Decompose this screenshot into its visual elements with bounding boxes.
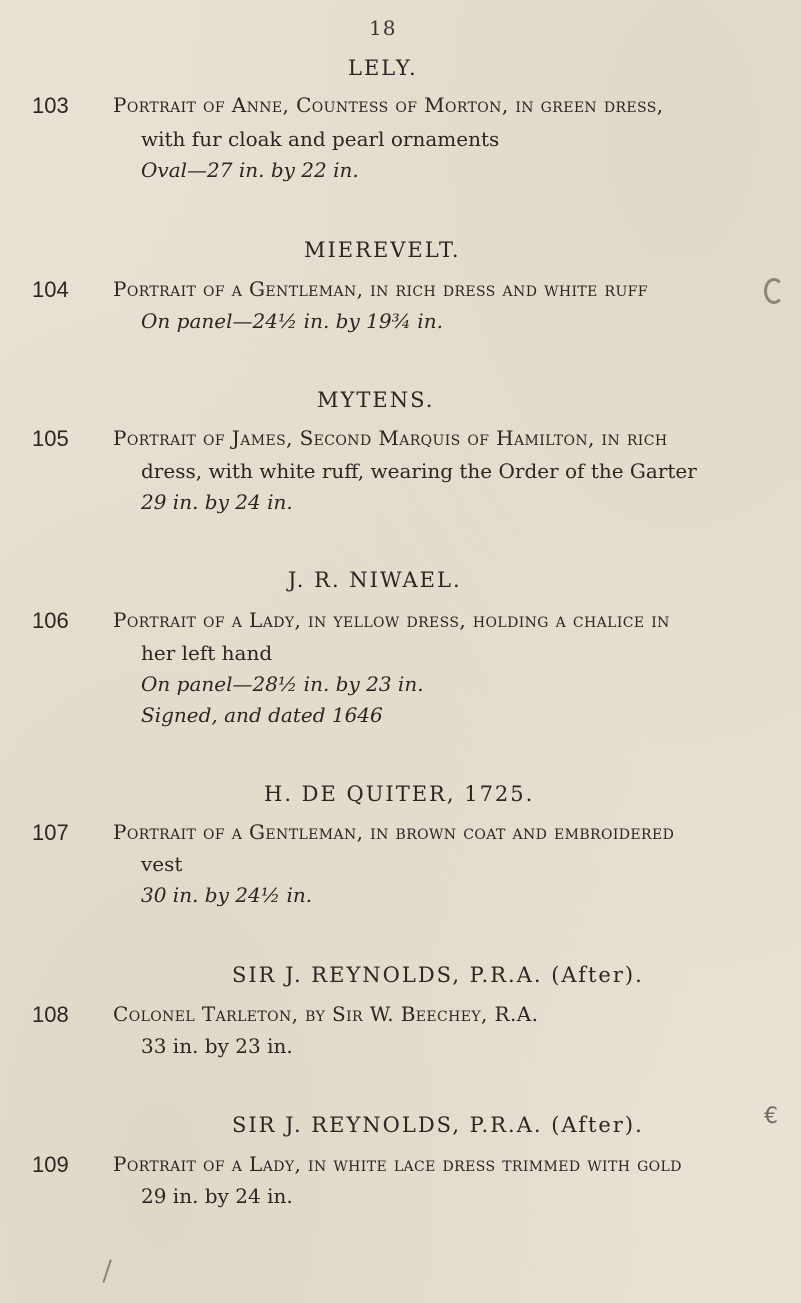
lot-number: 107 <box>32 820 69 845</box>
lot-signature: Signed, and dated 1646 <box>141 703 383 727</box>
bleed-through-mark: € <box>764 1104 778 1129</box>
lot-number: 109 <box>32 1152 69 1177</box>
lot-number: 104 <box>32 277 69 302</box>
bleed-through-mark <box>102 1259 117 1284</box>
artist-heading: J. R. NIWAEL. <box>288 568 462 592</box>
lot-number: 106 <box>32 608 69 633</box>
lot-dimensions: 29 in. by 24 in. <box>141 490 293 514</box>
lot-title: Portrait of Anne, Countess of Morton, in green dress, <box>113 93 664 117</box>
lot-title: Colonel Tarleton, by Sir W. Beechey, R.A. <box>113 1002 539 1026</box>
lot-dimensions: Oval—27 in. by 22 in. <box>141 158 359 182</box>
artist-heading: MYTENS. <box>317 388 435 412</box>
artist-heading: MIEREVELT. <box>304 238 461 262</box>
lot-description: dress, with white ruff, wearing the Order of the Garter <box>141 459 697 483</box>
lot-dimensions: On panel—28½ in. by 23 in. <box>141 672 424 696</box>
lot-number: 108 <box>32 1002 69 1027</box>
lot-dimensions: 33 in. by 23 in. <box>141 1034 293 1058</box>
artist-heading: LELY. <box>348 56 418 80</box>
lot-title: Portrait of a Gentleman, in rich dress and white ruff <box>113 277 648 301</box>
lot-number: 105 <box>32 426 69 451</box>
lot-dimensions: 30 in. by 24½ in. <box>141 883 313 907</box>
lot-dimensions: On panel—24½ in. by 19¾ in. <box>141 309 443 333</box>
lot-description: vest <box>141 852 183 876</box>
lot-title: Portrait of James, Second Marquis of Hamilton, in rich <box>113 426 668 450</box>
artist-heading: SIR J. REYNOLDS, P.R.A. (After). <box>232 963 644 987</box>
lot-dimensions: 29 in. by 24 in. <box>141 1184 293 1208</box>
lot-description: her left hand <box>141 641 273 665</box>
artist-heading: H. DE QUITER, 1725. <box>264 782 535 806</box>
lot-title: Portrait of a Gentleman, in brown coat and embroidered <box>113 820 675 844</box>
lot-title: Portrait of a Lady, in yellow dress, holding a chalice in <box>113 608 670 632</box>
lot-title: Portrait of a Lady, in white lace dress trimmed with gold <box>113 1152 682 1176</box>
lot-number: 103 <box>32 93 69 118</box>
lot-description: with fur cloak and pearl ornaments <box>141 127 500 151</box>
page-number: 18 <box>369 16 397 40</box>
artist-heading: SIR J. REYNOLDS, P.R.A. (After). <box>232 1113 644 1137</box>
bleed-through-mark <box>764 278 784 304</box>
